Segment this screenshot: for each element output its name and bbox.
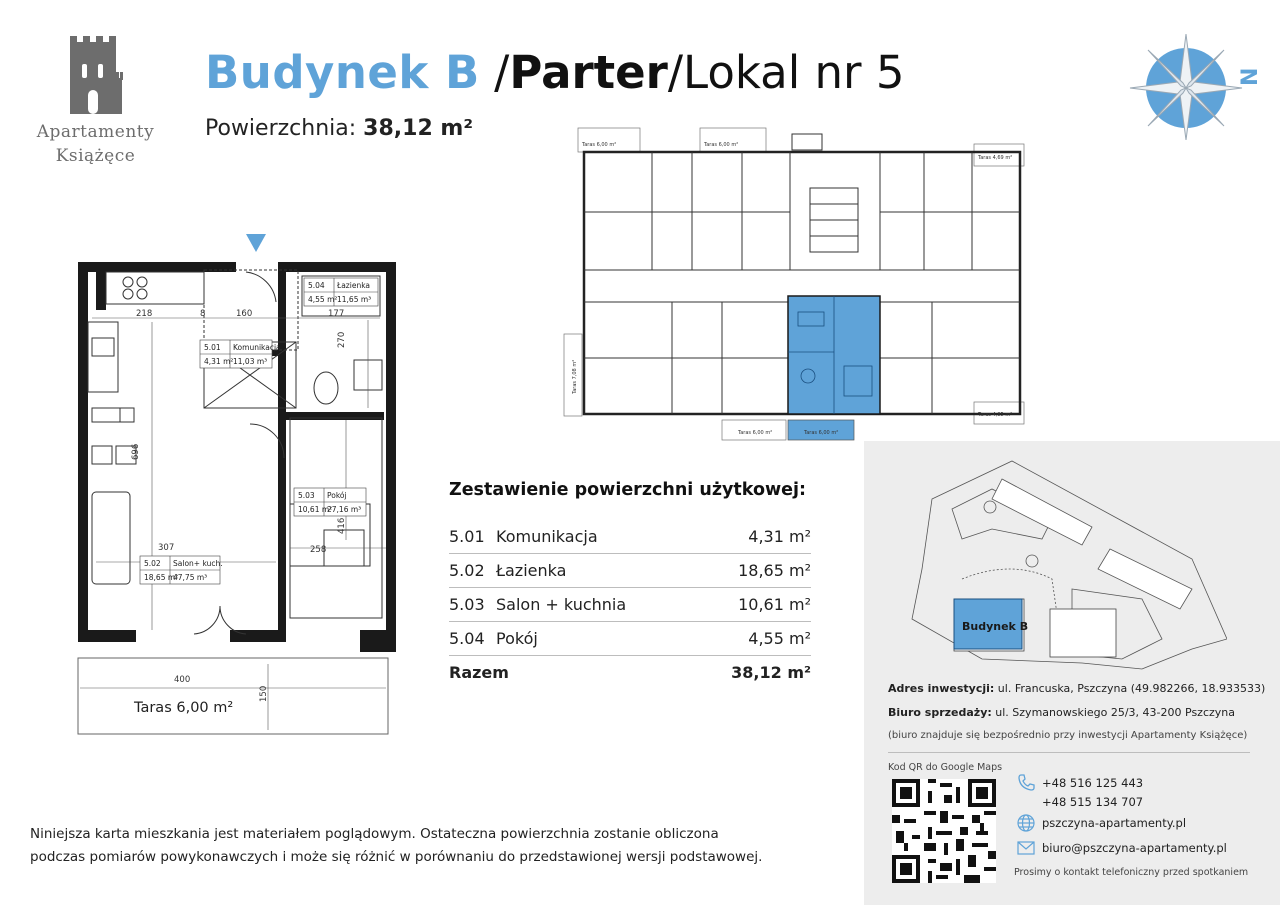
dim-label: 416 [337,517,347,534]
summary-room-area: 18,65 m² [738,561,811,580]
qr-code[interactable] [892,779,996,883]
room-no: 5.04 [308,281,325,290]
address-label: Adres inwestycji: [888,682,995,695]
compass-rose-icon [1126,32,1268,140]
divider [888,752,1250,753]
logo-name-line2: Książęce [55,146,136,166]
dim-label: 270 [337,331,347,348]
terrace-label: Taras 6,00 m² [134,700,234,716]
unit-floor-plan [70,230,410,742]
phone-icon [1016,773,1036,793]
room-area: 4,31 m² [204,357,234,366]
room-no: 5.03 [298,491,315,500]
site-building-label: Budynek B [962,620,1029,633]
area-value: 38,12 m² [363,116,473,141]
room-name: Salon+ kuch. [173,559,223,568]
castle-tower-icon [28,28,163,120]
room-no: 5.02 [144,559,161,568]
terrace-label: Taras 7,08 m² [572,359,578,394]
logo-name-line1: Apartamenty [36,122,155,142]
terrace-label: Taras 6,00 m² [738,430,773,436]
summary-room-name: Komunikacja [496,527,598,546]
room-volume: 27,16 m³ [327,505,362,514]
office-line [888,706,1235,719]
room-volume: 47,75 m³ [173,573,208,582]
summary-room-name: Pokój [496,629,538,648]
dim-label: 307 [158,543,175,553]
building-floor-plan [562,126,1030,444]
summary-row [449,622,811,656]
terrace-label: Taras 6,00 m² [804,430,839,436]
terrace-label: Taras 4,69 m² [978,155,1013,161]
dim-label: 8 [200,309,206,319]
disclaimer-line: Niniejsza karta mieszkania jest materiałem poglądowym. Ostateczna powierzchnia zostanie obliczona [30,826,719,842]
floor-name: Parter [509,46,668,99]
info-panel [864,441,1280,905]
summary-row [449,520,811,554]
summary-room-no: 5.03 [449,595,485,614]
north-label: N [1238,67,1263,86]
summary-title: Zestawienie powierzchni użytkowej: [449,480,807,500]
summary-row [449,588,811,622]
dim-label: 218 [136,309,153,319]
room-volume: 11,03 m³ [233,357,268,366]
summary-room-area: 10,61 m² [738,595,811,614]
summary-total-value: 38,12 m² [731,663,811,682]
globe-icon [1016,813,1036,833]
disclaimer-line: podczas pomiarów powykonawczych i może się różnić w porównaniu do przedstawionej wersji podstawowej. [30,849,763,865]
page-title [205,44,904,102]
summary-room-area: 4,55 m² [748,629,811,648]
email-link[interactable]: biuro@pszczyna-apartamenty.pl [1042,841,1227,855]
office-value: ul. Szymanowskiego 25/3, 43-200 Pszczyna [991,706,1235,719]
dim-label: 258 [310,545,327,555]
dim-label: 177 [328,309,345,319]
office-label: Biuro sprzedaży: [888,706,992,719]
website-link[interactable]: pszczyna-apartamenty.pl [1042,816,1187,830]
summary-total-row [449,656,811,690]
email-icon [1016,838,1036,858]
dim-label: 150 [259,685,269,702]
summary-room-no: 5.02 [449,561,485,580]
phone-number[interactable]: +48 515 134 707 [1042,795,1144,809]
room-name: Pokój [327,491,347,500]
summary-room-area: 4,31 m² [748,527,811,546]
summary-room-name: Łazienka [496,561,567,580]
summary-room-no: 5.04 [449,629,485,648]
logo [28,28,163,178]
terrace-label: Taras 4,85 m² [978,412,1013,418]
room-name: Łazienka [337,281,371,290]
room-area: 18,65 m² [144,573,179,582]
summary-table [449,520,811,690]
area-label: Powierzchnia: [205,116,364,141]
address-line [888,682,1265,695]
office-note: (biuro znajduje się bezpośrednio przy inwestycji Apartamenty Książęce) [888,730,1248,741]
terrace-label: Taras 6,00 m² [704,142,739,148]
dim-label: 696 [131,443,141,460]
room-name: Komunikacja [233,343,281,352]
summary-room-name: Salon + kuchnia [496,595,627,614]
room-area: 10,61 m² [298,505,333,514]
disclaimer [30,823,762,869]
dim-label: 160 [236,309,253,319]
address-value: ul. Francuska, Pszczyna (49.982266, 18.933533) [994,682,1266,695]
qr-label: Kod QR do Google Maps [888,762,1003,773]
title-separator: / [667,46,684,99]
area-line [205,116,473,141]
room-no: 5.01 [204,343,221,352]
phone-number[interactable]: +48 516 125 443 [1042,776,1144,790]
site-map [892,449,1227,674]
room-area: 4,55 m² [308,295,338,304]
summary-room-no: 5.01 [449,527,485,546]
dim-label: 400 [174,675,191,685]
terrace-label: Taras 6,00 m² [582,142,617,148]
room-volume: 11,65 m³ [337,295,372,304]
summary-total-label: Razem [449,663,509,682]
summary-row [449,554,811,588]
building-name: Budynek B [205,46,480,99]
entrance-arrow-icon [246,234,266,252]
contact-note: Prosimy o kontakt telefoniczny przed spotkaniem [1014,867,1249,878]
title-separator: / [479,46,510,99]
unit-name: Lokal nr 5 [683,46,905,99]
